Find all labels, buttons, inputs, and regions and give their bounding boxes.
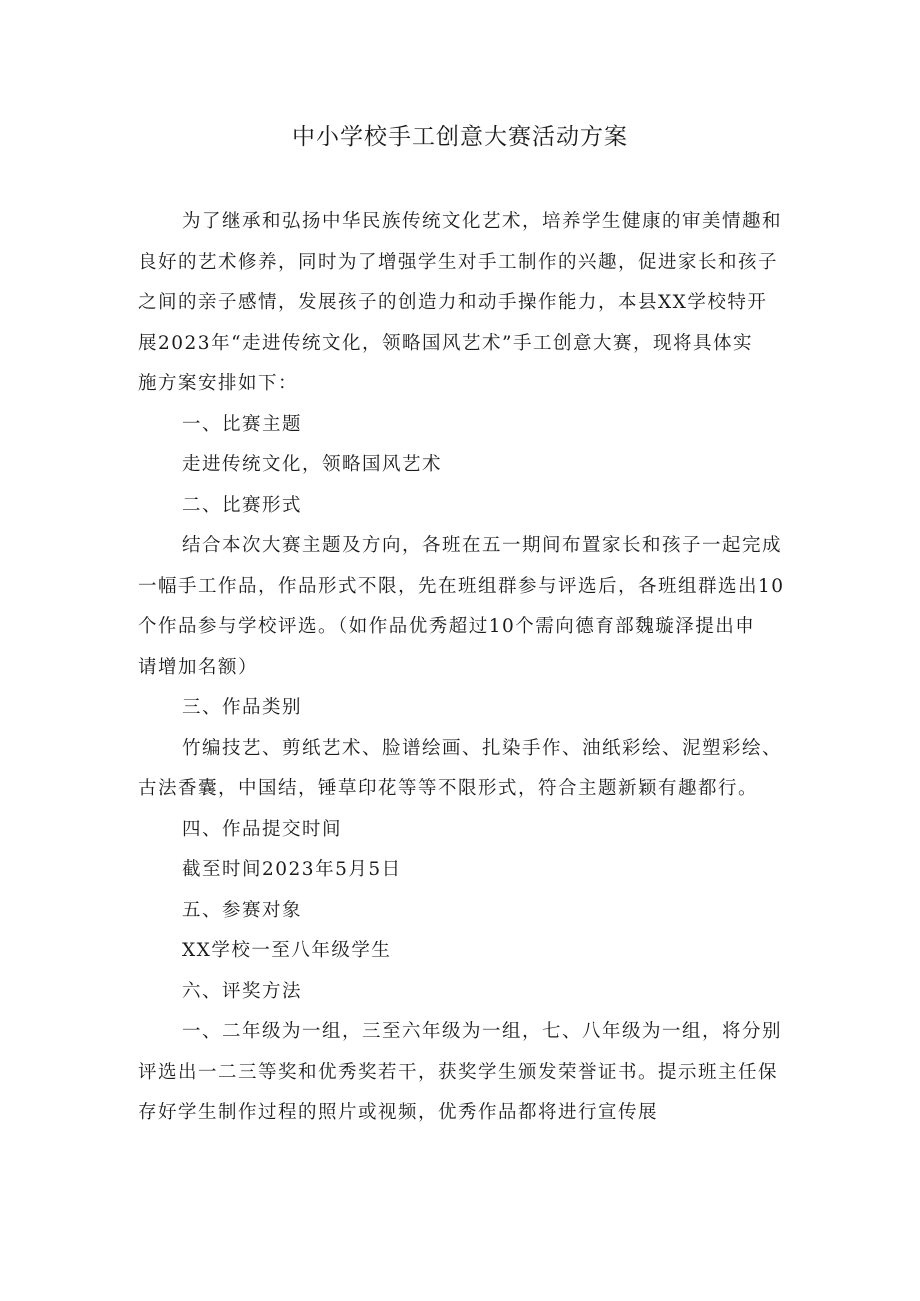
document-title: 中小学校手工创意大赛活动方案 bbox=[292, 124, 628, 150]
body-line: XX学校一至八年级学生 bbox=[182, 940, 392, 961]
body-line: 为了继承和弘扬中华民族传统文化艺术，培养学生健康的审美情趣和 bbox=[182, 211, 783, 232]
document-body bbox=[138, 202, 800, 1134]
body-line: 五、参赛对象 bbox=[182, 899, 303, 921]
body-line: 走进传统文化，领略国风艺术 bbox=[182, 454, 443, 475]
body-line: 六、评奖方法 bbox=[182, 980, 303, 1002]
body-line: 施方案安排如下： bbox=[138, 373, 299, 394]
body-line: 三、作品类别 bbox=[182, 697, 303, 718]
body-line: 评选出一二三等奖和优秀奖若干，获奖学生颁发荣誉证书。提示班主任保 bbox=[138, 1061, 779, 1083]
body-line: 结合本次大赛主题及方向，各班在五一期间布置家长和孩子一起完成 bbox=[182, 535, 783, 556]
body-line: 二、比赛形式 bbox=[182, 494, 303, 516]
body-line: 四、作品提交时间 bbox=[182, 818, 343, 840]
body-line: 古法香囊，中国结，锤草印花等等不限形式，符合主题新颖有趣都行。 bbox=[138, 778, 759, 799]
body-line: 请增加名额） bbox=[138, 656, 259, 678]
body-line: 个作品参与学校评选。（如作品优秀超过10个需向德育部魏璇泽提出申 bbox=[138, 616, 756, 637]
body-line: 之间的亲子感情，发展孩子的创造力和动手操作能力，本县XX学校特开 bbox=[138, 292, 768, 313]
body-line: 良好的艺术修养，同时为了增强学生对手工制作的兴趣，促进家长和孩子 bbox=[138, 251, 779, 273]
body-line: 展2023年“走进传统文化，领略国风艺术”手工创意大赛，现将具体实 bbox=[138, 332, 753, 354]
body-line: 一、比赛主题 bbox=[182, 413, 303, 435]
body-line: 截至时间2023年5月5日 bbox=[182, 859, 402, 880]
body-line: 一幅手工作品，作品形式不限，先在班组群参与评选后，各班组群选出10 bbox=[138, 575, 785, 597]
body-line: 一、二年级为一组，三至六年级为一组，七、八年级为一组，将分别 bbox=[182, 1021, 783, 1042]
body-line: 存好学生制作过程的照片或视频，优秀作品都将进行宣传展 bbox=[138, 1102, 659, 1123]
body-line: 竹编技艺、剪纸艺术、脸谱绘画、扎染手作、油纸彩绘、泥塑彩绘、 bbox=[182, 737, 783, 759]
